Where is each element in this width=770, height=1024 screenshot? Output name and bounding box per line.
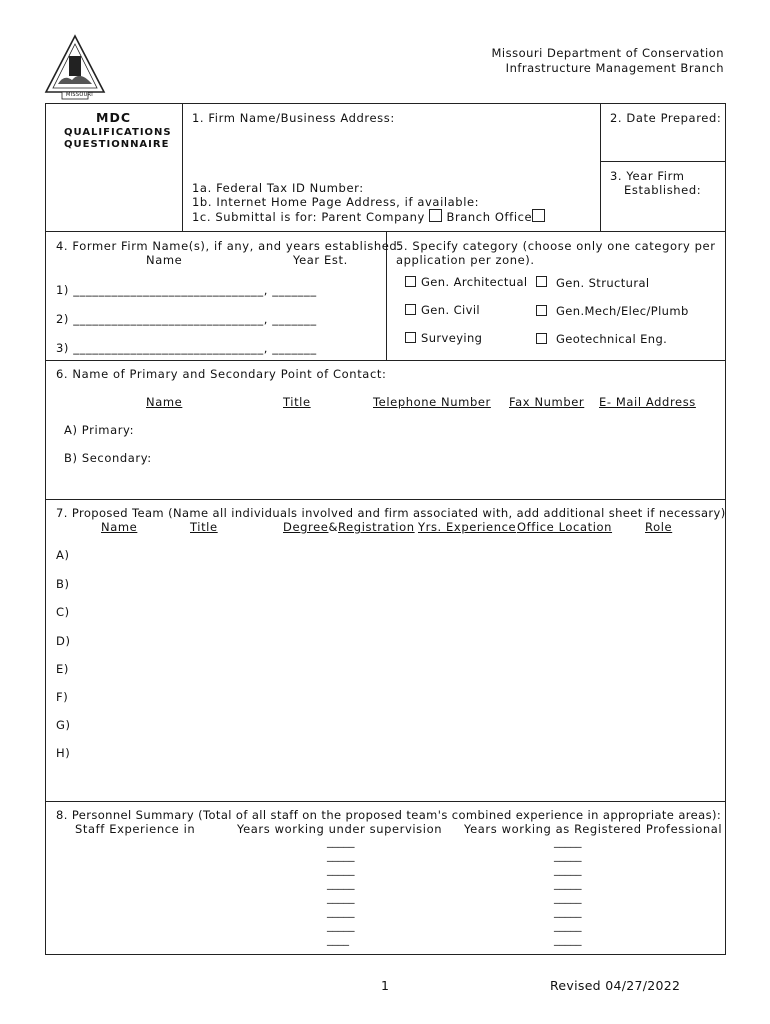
team-col-degree [283, 520, 415, 534]
personnel-col-staff: Staff Experience in [75, 822, 196, 836]
blank-left-5[interactable]: _____ [327, 891, 355, 904]
contact-col-name: Name [146, 395, 183, 409]
blank-left-8[interactable]: ____ [327, 933, 349, 946]
team-col-amp: & [328, 520, 339, 534]
team-col-name: Name [101, 520, 138, 534]
parent-company-checkbox[interactable] [429, 209, 442, 222]
qualifications-title: QUALIFICATIONS [64, 127, 172, 138]
gen-mech-label: Gen.Mech/Elec/Plumb [556, 304, 689, 318]
personnel-blanks-left [327, 835, 355, 947]
blank-left-2[interactable]: _____ [327, 849, 355, 862]
contact-label: 6. Name of Primary and Secondary Point of Contact: [56, 367, 387, 381]
personnel-col-supervision: Years working under supervision [237, 822, 443, 836]
team-row-c: C) [56, 605, 70, 619]
contact-col-title: Title [283, 395, 311, 409]
geotechnical-label: Geotechnical Eng. [556, 332, 668, 346]
gen-structural-label: Gen. Structural [556, 276, 650, 290]
former-row-1[interactable]: 1) ______________________________, _______ [56, 283, 317, 297]
team-label: 7. Proposed Team (Name all individuals involved and firm associated with, add additional sheet if necessary) [56, 506, 726, 520]
blank-right-6[interactable]: _____ [554, 905, 582, 918]
blank-left-6[interactable]: _____ [327, 905, 355, 918]
blank-left-3[interactable]: _____ [327, 863, 355, 876]
org-header [491, 46, 724, 76]
blank-right-1[interactable]: _____ [554, 835, 582, 848]
year-established-label-2: Established: [624, 183, 702, 197]
blank-left-7[interactable]: _____ [327, 919, 355, 932]
former-row-3[interactable]: 3) ______________________________, _______ [56, 341, 317, 355]
contact-col-phone: Telephone Number [373, 395, 491, 409]
page-number: 1 [381, 978, 390, 993]
blank-right-2[interactable]: _____ [554, 849, 582, 862]
gen-structural-checkbox[interactable] [536, 276, 547, 287]
logo-text: MISSOURI [66, 92, 94, 98]
contact-primary: A) Primary: [64, 423, 135, 437]
firm-name-label: 1. Firm Name/Business Address: [192, 111, 395, 125]
mdc-logo [44, 34, 106, 100]
submittal-text: 1c. Submittal is for: Parent Company [192, 210, 425, 224]
surveying-checkbox[interactable] [405, 332, 416, 343]
former-name-col: Name [146, 253, 183, 267]
category-label-2: application per zone). [396, 253, 535, 267]
branch-office-checkbox[interactable] [532, 209, 545, 222]
team-col-role: Role [645, 520, 673, 534]
team-col-office: Office Location [517, 520, 613, 534]
tax-id-label: 1a. Federal Tax ID Number: [192, 181, 364, 195]
org-branch: Infrastructure Management Branch [505, 61, 724, 75]
blank-right-4[interactable]: _____ [554, 877, 582, 890]
team-row-e: E) [56, 662, 69, 676]
questionnaire-title: QUESTIONNAIRE [64, 139, 170, 150]
team-row-a: A) [56, 548, 70, 562]
year-established-label: 3. Year Firm [610, 169, 685, 183]
gen-mech-checkbox[interactable] [536, 305, 547, 316]
team-row-h: H) [56, 746, 71, 760]
gen-civil-checkbox[interactable] [405, 304, 416, 315]
gen-civil-label: Gen. Civil [421, 303, 481, 317]
former-firm-label: 4. Former Firm Name(s), if any, and years established: [56, 239, 402, 253]
personnel-label: 8. Personnel Summary (Total of all staff on the proposed team's combined experience in appropriate areas): [56, 808, 722, 822]
homepage-label: 1b. Internet Home Page Address, if available: [192, 195, 480, 209]
blank-right-8[interactable]: _____ [554, 933, 582, 946]
personnel-blanks-right [554, 835, 582, 947]
geotechnical-checkbox[interactable] [536, 333, 547, 344]
category-label-1: 5. Specify category (choose only one category per [396, 239, 716, 253]
blank-right-5[interactable]: _____ [554, 891, 582, 904]
submittal-label [192, 209, 545, 224]
team-col-registration: Registration [338, 520, 415, 534]
date-prepared-label: 2. Date Prepared: [610, 111, 722, 125]
blank-left-1[interactable]: _____ [327, 835, 355, 848]
org-name: Missouri Department of Conservation [491, 46, 724, 60]
personnel-col-registered: Years working as Registered Professional [464, 822, 723, 836]
mdc-title: MDC [96, 110, 131, 125]
revised-date: Revised 04/27/2022 [550, 978, 681, 993]
team-col-title: Title [190, 520, 218, 534]
team-col-degree-text: Degree [283, 520, 329, 534]
team-row-d: D) [56, 634, 71, 648]
contact-col-email: E- Mail Address [599, 395, 696, 409]
team-row-f: F) [56, 690, 69, 704]
former-row-2[interactable]: 2) ______________________________, _______ [56, 312, 317, 326]
blank-right-7[interactable]: _____ [554, 919, 582, 932]
former-year-col: Year Est. [293, 253, 348, 267]
branch-office-label: Branch Office [446, 210, 533, 224]
contact-col-fax: Fax Number [509, 395, 585, 409]
team-col-experience: Yrs. Experience [418, 520, 517, 534]
blank-left-4[interactable]: _____ [327, 877, 355, 890]
team-row-g: G) [56, 718, 71, 732]
team-row-b: B) [56, 577, 70, 591]
contact-secondary: B) Secondary: [64, 451, 152, 465]
gen-architectural-label: Gen. Architectual [421, 275, 528, 289]
blank-right-3[interactable]: _____ [554, 863, 582, 876]
surveying-label: Surveying [421, 331, 483, 345]
gen-architectural-checkbox[interactable] [405, 276, 416, 287]
